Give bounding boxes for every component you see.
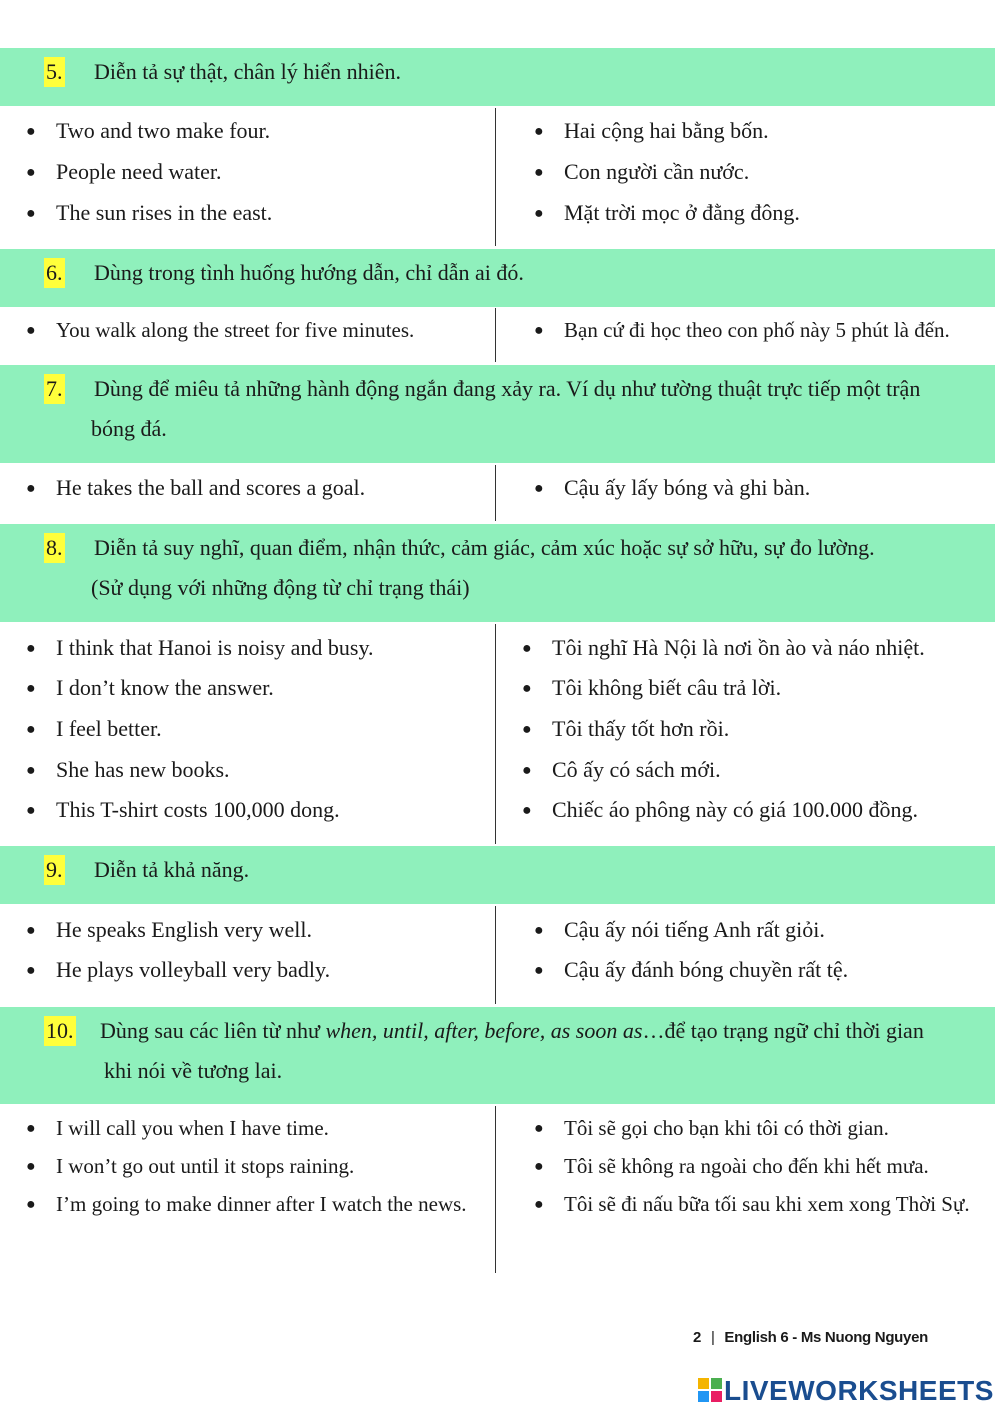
- section-heading: Diễn tả suy nghĩ, quan điểm, nhận thức, cảm giác, cảm xúc hoặc sự sở hữu, sự đo lường.: [94, 535, 875, 560]
- vietnamese-example: Tôi không biết câu trả lời.: [552, 675, 782, 700]
- column-divider: [495, 624, 496, 844]
- bullet-icon: ●: [534, 123, 544, 140]
- bullet-icon: ●: [26, 922, 36, 939]
- bullet-icon: ●: [26, 205, 36, 222]
- section-heading: [100, 1011, 981, 1051]
- column-divider: [495, 308, 496, 362]
- section-heading-line2: (Sử dụng với những động từ chỉ trạng thái): [91, 575, 470, 600]
- bullet-icon: ●: [534, 205, 544, 222]
- bullet-icon: ●: [26, 322, 36, 339]
- vietnamese-example: Con người cần nước.: [564, 159, 750, 184]
- bullet-icon: ●: [534, 480, 544, 497]
- english-example: I don’t know the answer.: [56, 675, 274, 700]
- english-example: This T-shirt costs 100,000 dong.: [56, 797, 340, 822]
- heading-text: Dùng sau các liên từ như: [100, 1018, 326, 1043]
- english-example: I won’t go out until it stops raining.: [56, 1154, 355, 1178]
- bullet-icon: ●: [534, 1120, 544, 1137]
- bullet-icon: ●: [522, 721, 532, 738]
- bullet-icon: ●: [522, 802, 532, 819]
- bullet-icon: ●: [26, 962, 36, 979]
- bullet-icon: ●: [26, 721, 36, 738]
- vietnamese-example: Mặt trời mọc ở đằng đông.: [564, 200, 800, 225]
- footer-course-title: English 6 - Ms Nuong Nguyen: [724, 1329, 928, 1346]
- vietnamese-example: Chiếc áo phông này có giá 100.000 đồng.: [552, 797, 918, 822]
- bullet-icon: ●: [26, 164, 36, 181]
- vietnamese-example: Cô ấy có sách mới.: [552, 757, 721, 782]
- section-6-heading-band: [0, 249, 995, 307]
- page-footer: [693, 1329, 928, 1346]
- english-example: The sun rises in the east.: [56, 200, 273, 225]
- vietnamese-example: Cậu ấy đánh bóng chuyền rất tệ.: [564, 957, 849, 982]
- section-number: 7.: [44, 374, 65, 404]
- english-example: I will call you when I have time.: [56, 1116, 329, 1140]
- page-number: 2: [693, 1329, 702, 1346]
- section-number: 6.: [44, 258, 65, 288]
- bullet-icon: ●: [534, 1196, 544, 1213]
- vietnamese-example: Tôi thấy tốt hơn rồi.: [552, 716, 730, 741]
- bullet-icon: ●: [522, 762, 532, 779]
- bullet-icon: ●: [534, 1158, 544, 1175]
- bullet-icon: ●: [534, 962, 544, 979]
- section-8-heading-band: [0, 524, 995, 622]
- section-heading: Diễn tả sự thật, chân lý hiển nhiên.: [94, 59, 402, 84]
- bullet-icon: ●: [26, 802, 36, 819]
- english-example: He takes the ball and scores a goal.: [56, 475, 366, 500]
- bullet-icon: ●: [534, 164, 544, 181]
- bullet-icon: ●: [534, 922, 544, 939]
- section-number: 5.: [44, 57, 65, 87]
- bullet-icon: ●: [26, 1158, 36, 1175]
- vietnamese-example: Tôi nghĩ Hà Nội là nơi ồn ào và náo nhiệt.: [552, 635, 925, 660]
- vietnamese-example: Bạn cứ đi học theo con phố này 5 phút là đến.: [564, 318, 950, 342]
- english-example: He plays volleyball very badly.: [56, 957, 331, 982]
- section-number: 8.: [44, 533, 65, 563]
- liveworksheets-logo-icon: [698, 1378, 722, 1402]
- section-heading: Dùng để miêu tả những hành động ngắn đang xảy ra. Ví dụ như tường thuật trực tiếp một trận: [94, 376, 921, 401]
- vietnamese-example: Hai cộng hai bằng bốn.: [564, 118, 769, 143]
- bullet-icon: ●: [534, 322, 544, 339]
- section-10-heading-band: [0, 1007, 995, 1104]
- english-example: You walk along the street for five minutes.: [56, 318, 415, 342]
- section-5-heading-band: [0, 48, 995, 106]
- heading-conjunctions: when, until, after, before, as soon as: [325, 1018, 643, 1043]
- english-example: She has new books.: [56, 757, 230, 782]
- bullet-icon: ●: [522, 640, 532, 657]
- vietnamese-example: Cậu ấy nói tiếng Anh rất giỏi.: [564, 917, 825, 942]
- section-heading: Dùng trong tình huống hướng dẫn, chỉ dẫn ai đó.: [94, 260, 524, 285]
- column-divider: [495, 1106, 496, 1273]
- bullet-icon: ●: [26, 1120, 36, 1137]
- vietnamese-example: Tôi sẽ gọi cho bạn khi tôi có thời gian.: [564, 1116, 889, 1140]
- bullet-icon: ●: [26, 480, 36, 497]
- vietnamese-example: Cậu ấy lấy bóng và ghi bàn.: [564, 475, 811, 500]
- bullet-icon: ●: [26, 123, 36, 140]
- bullet-icon: ●: [26, 1196, 36, 1213]
- english-example: He speaks English very well.: [56, 917, 312, 942]
- english-example: I feel better.: [56, 716, 162, 741]
- heading-text-suffix: …để tạo trạng ngữ chỉ thời gian: [642, 1018, 924, 1043]
- bullet-icon: ●: [26, 762, 36, 779]
- vietnamese-example: Tôi sẽ đi nấu bữa tối sau khi xem xong Thời Sự.: [564, 1192, 970, 1216]
- section-number: 9.: [44, 855, 65, 885]
- section-heading: Diễn tả khả năng.: [94, 857, 250, 882]
- section-heading-line2: khi nói về tương lai.: [104, 1058, 283, 1083]
- bullet-icon: ●: [522, 680, 532, 697]
- footer-separator: |: [710, 1329, 715, 1346]
- section-9-heading-band: [0, 846, 995, 904]
- liveworksheets-logo[interactable]: [698, 1375, 994, 1407]
- logo-text: LIVEWORKSHEETS: [724, 1375, 994, 1406]
- section-number: 10.: [44, 1016, 76, 1046]
- section-7-heading-band: [0, 365, 995, 463]
- vietnamese-example: Tôi sẽ không ra ngoài cho đến khi hết mưa.: [564, 1154, 929, 1178]
- english-example: Two and two make four.: [56, 118, 271, 143]
- bullet-icon: ●: [26, 640, 36, 657]
- english-example: People need water.: [56, 159, 222, 184]
- english-example: I think that Hanoi is noisy and busy.: [56, 635, 374, 660]
- column-divider: [495, 465, 496, 521]
- column-divider: [495, 906, 496, 1004]
- section-heading-line2: bóng đá.: [91, 416, 167, 441]
- english-example: I’m going to make dinner after I watch the news.: [56, 1192, 467, 1216]
- bullet-icon: ●: [26, 680, 36, 697]
- column-divider: [495, 108, 496, 246]
